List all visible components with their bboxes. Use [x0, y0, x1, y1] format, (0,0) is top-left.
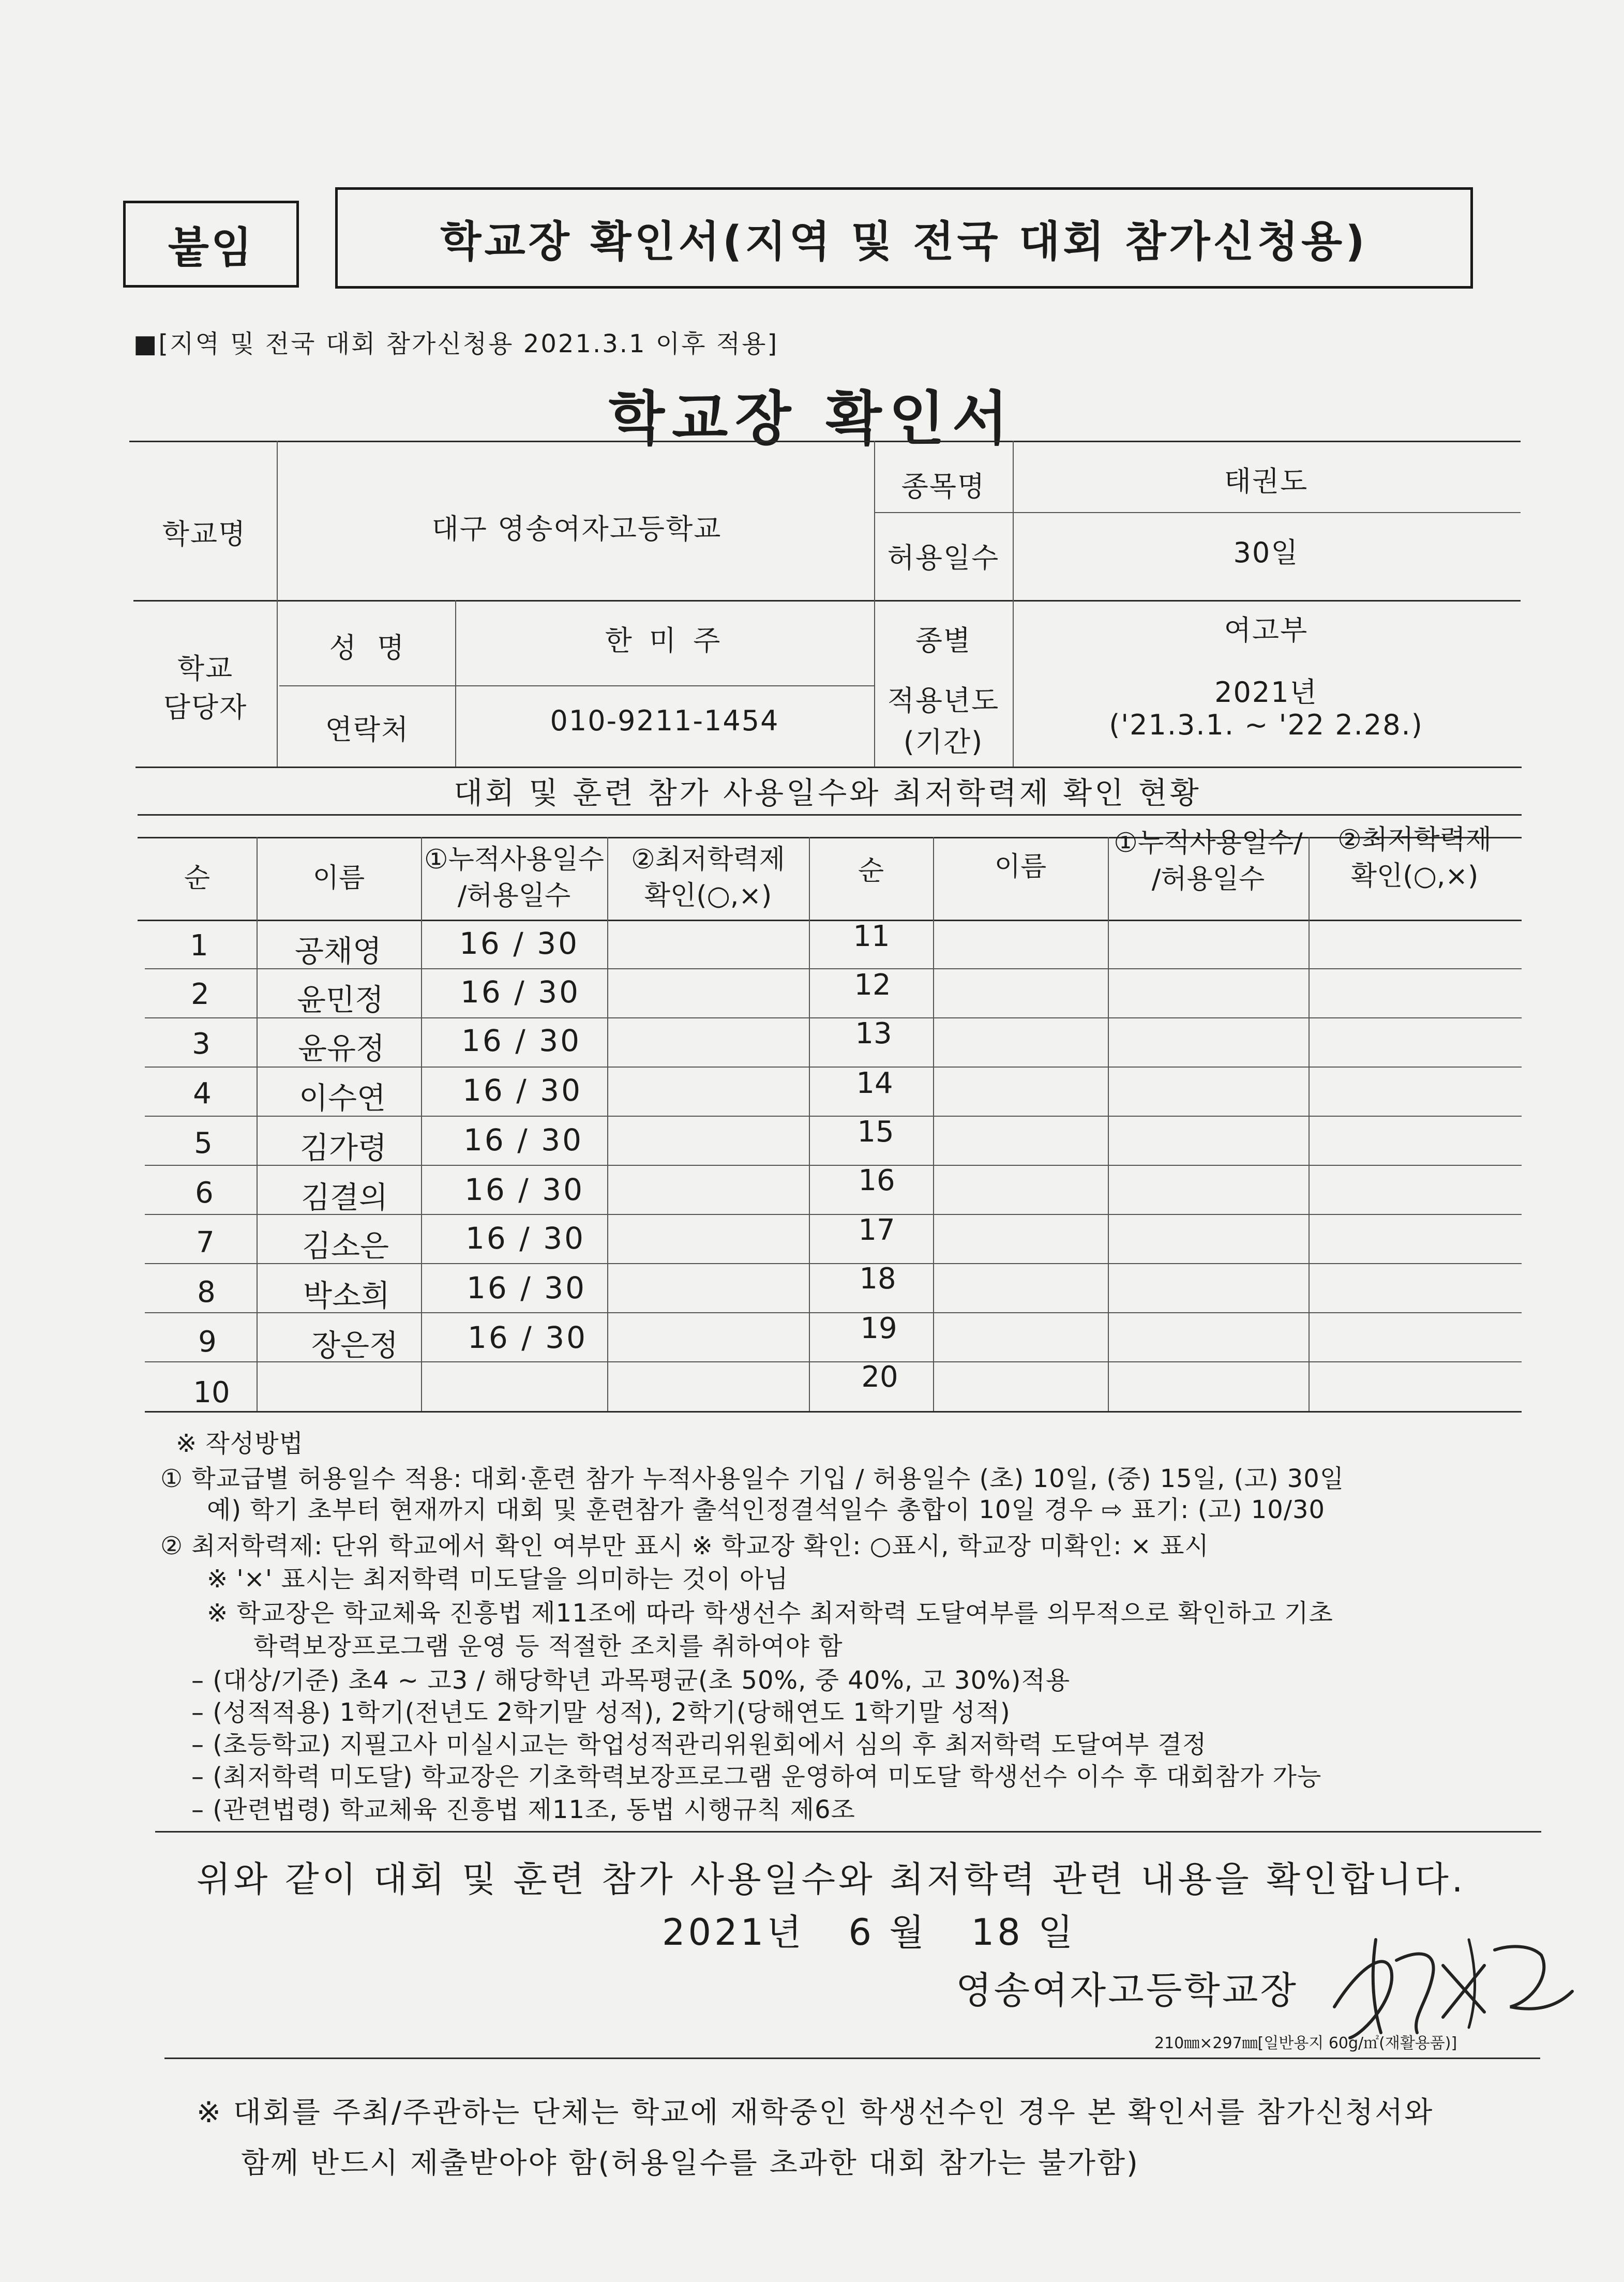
status-divider	[257, 837, 258, 1411]
status-table-header-rule	[138, 920, 1522, 921]
status-table-bottom-rule	[145, 1411, 1522, 1413]
table-row-name: 윤유정	[297, 1031, 385, 1066]
note-1b: 예) 학기 초부터 현재까지 대회 및 훈련참가 출석인정결석일수 총합이 10일 경우 ⇨ 표기: (고) 10/30	[207, 1495, 1326, 1524]
phone-value: 010-9211-1454	[550, 704, 779, 737]
table-row-name: 이수연	[298, 1080, 386, 1116]
notes-bottom-rule	[155, 1831, 1541, 1833]
notes-heading: ※ 작성방법	[176, 1429, 304, 1458]
table-row-usage: 16 / 30	[463, 1122, 584, 1158]
paper-spec: 210㎜×297㎜[일반용지 60g/㎡(재활용품)]	[1154, 2034, 1457, 2052]
table-row-seq-right: 12	[854, 968, 891, 1002]
document-header-title-text: 학교장 확인서(지역 및 전국 대회 참가신청용)	[440, 217, 1368, 266]
info-rule	[279, 685, 874, 686]
note-detail-5: – (관련법령) 학교체육 진흥법 제11조, 동법 시행규칙 제6조	[191, 1795, 855, 1824]
header-usage-right-line2: /허용일수	[1151, 864, 1265, 895]
header-usage-left-line1: ①누적사용일수	[424, 844, 604, 875]
status-divider	[933, 837, 934, 1411]
category-label: 종별	[915, 624, 972, 657]
table-row-seq-right: 16	[858, 1164, 895, 1197]
header-name-left: 이름	[312, 863, 365, 894]
period-value: ('21.3.1. ~ '22 2.28.)	[1109, 709, 1423, 741]
table-row-usage: 16 / 30	[465, 1221, 586, 1256]
header-seq-right: 순	[858, 855, 884, 887]
header-usage-right-line1: ①누적사용일수/	[1114, 828, 1303, 859]
footer-note-line2: 함께 반드시 제출받아야 함(허용일수를 초과한 대회 참가는 불가함)	[241, 2146, 1139, 2180]
table-row-name: 윤민정	[296, 982, 384, 1017]
header-check-left-line2: 확인(○,×)	[644, 880, 772, 911]
table-row-seq: 8	[197, 1275, 216, 1309]
year-label-line1: 적용년도	[887, 684, 1000, 717]
table-row-seq-right: 14	[856, 1067, 893, 1100]
note-3: ※ '×' 표시는 최저학력 미도달을 의미하는 것이 아님	[207, 1565, 789, 1594]
person-name-label: 성 명	[329, 632, 405, 664]
header-check-right-line2: 확인(○,×)	[1350, 861, 1479, 892]
table-row-usage: 16 / 30	[460, 974, 581, 1010]
table-row-seq-right: 19	[860, 1312, 897, 1345]
status-divider	[1309, 837, 1310, 1411]
table-row-seq: 10	[193, 1376, 230, 1409]
principal-title: 영송여자고등학교장	[956, 1969, 1298, 2012]
header-check-right-line1: ②최저학력제	[1337, 824, 1492, 855]
attachment-tag	[123, 201, 299, 288]
document-header-title	[335, 187, 1473, 289]
info-rule	[133, 600, 1521, 602]
note-detail-4: – (최저학력 미도달) 학교장은 기초학력보장프로그램 운영하여 미도달 학생선수 이수 후 대회참가 가능	[191, 1762, 1322, 1791]
info-divider	[277, 441, 278, 767]
year-value: 2021년	[1214, 676, 1318, 709]
phone-label: 연락처	[325, 713, 410, 746]
header-check-left-line1: ②최저학력제	[631, 844, 785, 875]
footer-top-rule	[164, 2058, 1540, 2059]
table-row-name: 김결의	[300, 1180, 388, 1215]
table-row-name: 김가령	[299, 1130, 387, 1165]
table-row-usage: 16 / 30	[461, 1023, 582, 1058]
table-row-name: 박소희	[303, 1278, 390, 1313]
table-row-seq: 5	[194, 1127, 213, 1160]
allowed-days-label: 허용일수	[887, 542, 1000, 574]
school-name-value: 대구 영송여자고등학교	[431, 513, 722, 545]
table-row-seq: 3	[192, 1027, 210, 1061]
form-title: 학교장 확인서	[608, 385, 1016, 453]
school-name-label: 학교명	[162, 518, 247, 550]
info-table-bottom-rule	[136, 767, 1522, 768]
contact-label-line2: 담당자	[163, 691, 248, 724]
table-row-usage: 16 / 30	[466, 1270, 587, 1305]
table-row-seq-right: 18	[859, 1262, 896, 1296]
event-value: 태권도	[1224, 465, 1309, 498]
table-row-seq-right: 11	[853, 920, 890, 953]
table-row-seq: 9	[198, 1325, 217, 1359]
note-detail-2: – (성적적용) 1학기(전년도 2학기말 성적), 2학기(당해연도 1학기말 성적)	[191, 1698, 1011, 1727]
note-detail-3: – (초등학교) 지필고사 미실시교는 학업성적관리위원회에서 심의 후 최저학력 도달여부 결정	[191, 1730, 1207, 1759]
year-label-line2: (기간)	[903, 726, 984, 758]
table-row-seq: 7	[196, 1226, 215, 1259]
table-row-name: 장은정	[311, 1328, 399, 1363]
table-row-seq: 6	[195, 1176, 214, 1210]
status-divider	[809, 837, 810, 1411]
attachment-tag-text: 붙임	[168, 223, 254, 273]
table-row-seq-right: 13	[855, 1017, 892, 1050]
confirmation-statement: 위와 같이 대회 및 훈련 참가 사용일수와 최저학력 관련 내용을 확인합니다.	[197, 1859, 1466, 1900]
note-2: ② 최저학력제: 단위 학교에서 확인 여부만 표시 ※ 학교장 확인: ○표시, 학교장 미확인: × 표시	[160, 1532, 1209, 1560]
table-row-name: 김소은	[302, 1228, 389, 1264]
table-row-name: 공채영	[294, 934, 382, 969]
allowed-days-value: 30일	[1233, 536, 1299, 569]
header-seq-left: 순	[184, 863, 210, 894]
application-notice: ■[지역 및 전국 대회 참가신청용 2021.3.1 이후 적용]	[133, 329, 779, 358]
info-table-top-rule	[129, 441, 1521, 442]
event-label: 종목명	[901, 470, 986, 503]
table-row-seq-right: 20	[861, 1360, 898, 1394]
note-detail-1: – (대상/기준) 초4 ~ 고3 / 해당학년 과목평균(초 50%, 중 40%, 고 30%)적용	[191, 1666, 1071, 1695]
table-row-seq: 2	[191, 978, 209, 1011]
table-row-usage: 16 / 30	[467, 1320, 588, 1355]
person-name-value: 한 미 주	[605, 624, 725, 657]
note-4a: ※ 학교장은 학교체육 진흥법 제11조에 따라 학생선수 최저학력 도달여부를 의무적으로 확인하고 기초	[207, 1599, 1333, 1628]
table-row-seq-right: 17	[858, 1213, 895, 1247]
table-row-seq: 1	[190, 929, 208, 963]
table-row-seq: 4	[193, 1077, 212, 1110]
table-row-usage: 16 / 30	[464, 1172, 585, 1207]
header-usage-left-line2: /허용일수	[457, 880, 571, 911]
table-row-usage: 16 / 30	[462, 1073, 583, 1108]
table-row-seq-right: 15	[857, 1115, 894, 1149]
header-name-right: 이름	[994, 851, 1047, 882]
note-4b: 학력보장프로그램 운영 등 적절한 조치를 취하여야 함	[253, 1632, 843, 1661]
status-title: 대회 및 훈련 참가 사용일수와 최저학력제 확인 현황	[454, 775, 1201, 810]
category-value: 여고부	[1224, 614, 1309, 647]
status-title-rule	[138, 814, 1522, 816]
status-divider	[1108, 837, 1109, 1411]
info-rule	[874, 512, 1521, 513]
note-1a: ① 학교급별 허용일수 적용: 대회·훈련 참가 누적사용일수 기입 / 허용일수 (초) 10일, (중) 15일, (고) 30일	[160, 1464, 1345, 1493]
table-row-usage: 16 / 30	[459, 926, 580, 961]
contact-label-line1: 학교	[177, 652, 234, 685]
footer-note-line1: ※ 대회를 주최/주관하는 단체는 학교에 재학중인 학생선수인 경우 본 확인서를 참가신청서와	[197, 2096, 1434, 2129]
issue-date: 2021년 6 월 18 일	[662, 1911, 1076, 1954]
